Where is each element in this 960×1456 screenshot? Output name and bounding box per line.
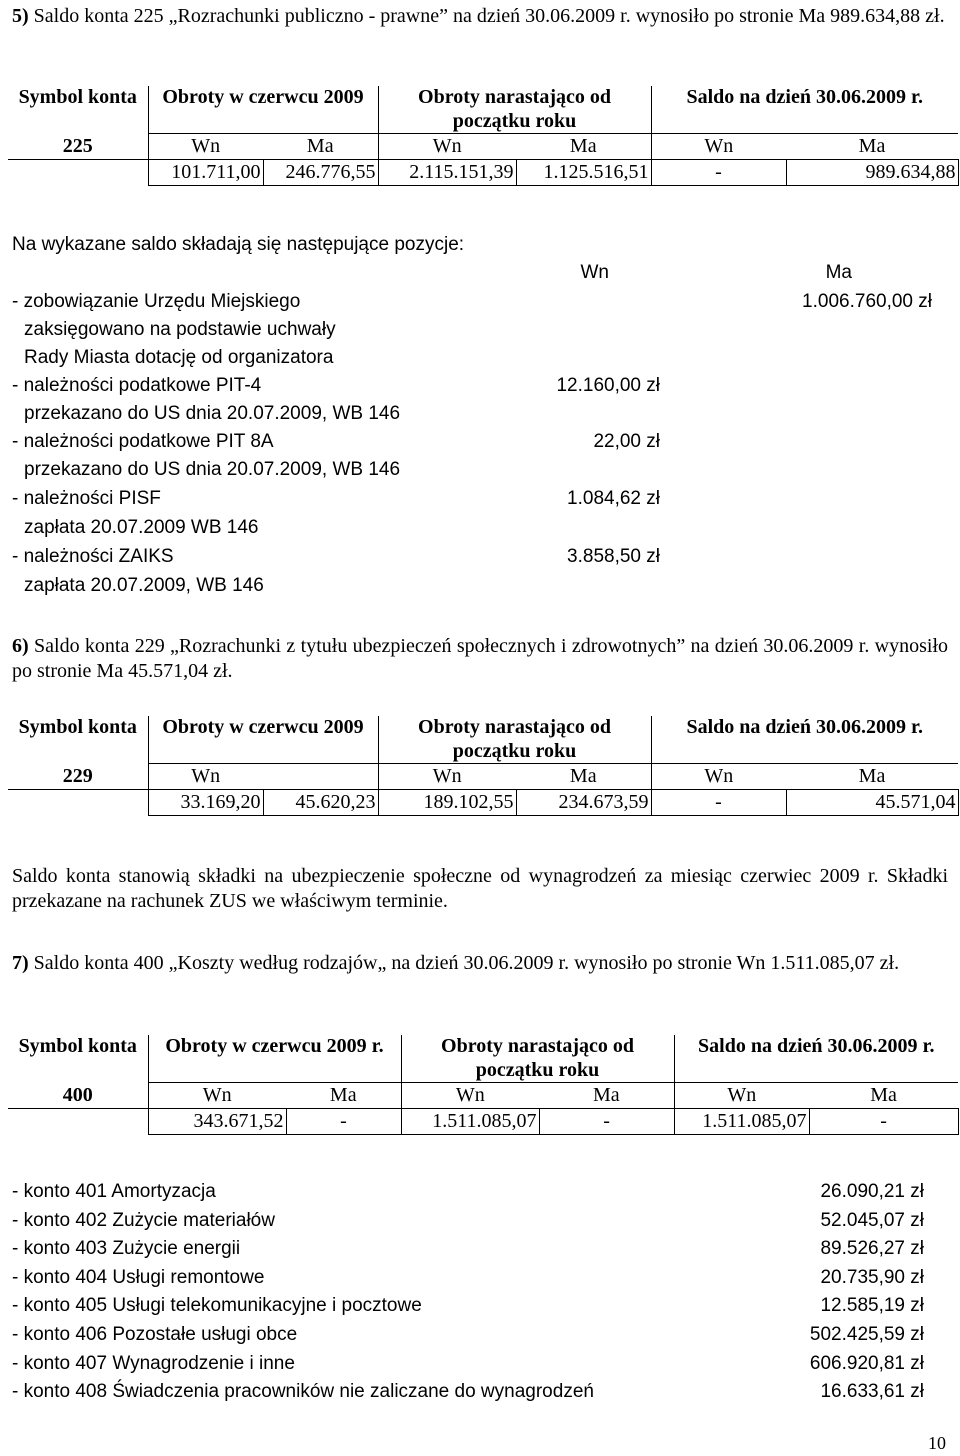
konto-amount: 52.045,07 zł [820, 1209, 924, 1231]
empty-cell [8, 1109, 148, 1135]
list-item [12, 1209, 924, 1238]
value-cell: 1.511.085,07 [674, 1109, 809, 1135]
konto-label: - konto 406 Pozostałe usługi obce [12, 1323, 298, 1345]
value-cell: 246.776,55 [263, 160, 378, 186]
table-229 [8, 716, 959, 816]
section-6-paragraph [12, 634, 948, 684]
list-item [12, 430, 952, 460]
list-item [12, 1323, 924, 1352]
side-label: Ma [539, 1083, 674, 1109]
breakdown-header-row [12, 261, 952, 291]
breakdown-intro: Na wykazane saldo składają się następujące pozycje: [12, 234, 465, 255]
value-cell: - [809, 1109, 958, 1135]
item-wn: 3.858,50 zł [567, 546, 660, 567]
side-label: Wn [148, 1083, 286, 1109]
side-label: Wn [148, 134, 263, 160]
cost-accounts-list [12, 1180, 924, 1409]
side-label: Wn [651, 764, 786, 790]
side-label: Wn [651, 134, 786, 160]
item-note: zapłata 20.07.2009 WB 146 [24, 517, 259, 538]
header-saldo: Saldo na dzień 30.06.2009 r. [674, 1035, 958, 1083]
breakdown-intro-row [12, 233, 952, 263]
side-label: Ma [809, 1083, 958, 1109]
item-label: - należności podatkowe PIT-4 [12, 375, 262, 396]
list-item-note [12, 458, 952, 488]
list-item [12, 290, 952, 320]
header-narast: Obroty narastająco od początku roku [401, 1035, 674, 1083]
value-cell: 45.571,04 [786, 790, 958, 816]
item-wn: 1.084,62 zł [567, 488, 660, 509]
item-note: zapłata 20.07.2009, WB 146 [24, 575, 264, 596]
list-item-note [12, 318, 952, 348]
table-400 [8, 1035, 959, 1135]
side-label: Wn [378, 134, 516, 160]
value-cell: 989.634,88 [786, 160, 958, 186]
side-label: Wn [401, 1083, 539, 1109]
list-item-note [12, 516, 952, 546]
item-note: Rady Miasta dotację od organizatora [24, 347, 334, 368]
list-item-note [12, 346, 952, 376]
table-225 [8, 86, 959, 186]
konto-amount: 606.920,81 zł [809, 1352, 924, 1374]
section-5-text: Saldo konta 225 „Rozrachunki publiczno - prawne” na dzień 30.06.2009 r. wynosiło po stronie Ma 989.634,88 zł. [33, 5, 945, 27]
section-5-number: 5) [12, 5, 29, 27]
item-wn: 12.160,00 zł [556, 375, 660, 396]
value-cell: - [539, 1109, 674, 1135]
header-symbol: Symbol konta [18, 86, 137, 108]
konto-amount: 20.735,90 zł [820, 1266, 924, 1288]
list-item-note [12, 574, 952, 604]
account-number: 400 [62, 1083, 93, 1106]
konto-amount: 502.425,59 zł [809, 1323, 924, 1345]
side-label: Ma [516, 764, 651, 790]
value-cell: 33.169,20 [148, 790, 263, 816]
header-saldo: Saldo na dzień 30.06.2009 r. [651, 716, 958, 764]
breakdown-col-ma: Ma [825, 262, 852, 283]
empty-cell [8, 790, 148, 816]
value-cell: - [286, 1109, 401, 1135]
list-item [12, 1294, 924, 1323]
section-5-paragraph [12, 4, 948, 29]
item-ma: 1.006.760,00 zł [802, 291, 932, 312]
konto-label: - konto 401 Amortyzacja [12, 1181, 216, 1202]
item-label: - należności PISF [12, 488, 161, 509]
side-label: Ma [263, 134, 378, 160]
list-item [12, 545, 952, 575]
value-cell: 45.620,23 [263, 790, 378, 816]
header-obroty: Obroty w czerwcu 2009 r. [148, 1035, 401, 1083]
side-label: Wn [378, 764, 516, 790]
header-obroty: Obroty w czerwcu 2009 [148, 716, 378, 764]
value-cell: - [651, 790, 786, 816]
konto-label: - konto 408 Świadczenia pracowników nie zaliczane do wynagrodzeń [12, 1381, 594, 1403]
header-obroty: Obroty w czerwcu 2009 [148, 86, 378, 134]
value-cell: 189.102,55 [378, 790, 516, 816]
account-number: 229 [62, 764, 93, 787]
page-number: 10 [928, 1433, 946, 1453]
value-cell: 1.511.085,07 [401, 1109, 539, 1135]
konto-amount: 16.633,61 zł [820, 1381, 924, 1403]
item-note: przekazano do US dnia 20.07.2009, WB 146 [24, 403, 401, 424]
konto-label: - konto 405 Usługi telekomunikacyjne i pocztowe [12, 1295, 422, 1317]
side-label: Ma [786, 764, 958, 790]
header-narast: Obroty narastająco od początku roku [378, 716, 651, 764]
item-note: zaksięgowano na podstawie uchwały [24, 319, 336, 340]
side-label [263, 764, 378, 790]
item-wn: 22,00 zł [593, 431, 660, 452]
list-item [12, 487, 952, 517]
account-number: 225 [62, 134, 93, 157]
section-6-number: 6) [12, 635, 29, 657]
konto-label: - konto 403 Zużycie energii [12, 1238, 241, 1260]
value-cell: 1.125.516,51 [516, 160, 651, 186]
side-label: Ma [286, 1083, 401, 1109]
section-7-number: 7) [12, 952, 29, 974]
item-label: - należności ZAIKS [12, 546, 174, 567]
list-item [12, 1352, 924, 1381]
konto-label: - konto 402 Zużycie materiałów [12, 1209, 275, 1231]
side-label: Wn [674, 1083, 809, 1109]
konto-label: - konto 407 Wynagrodzenie i inne [12, 1352, 295, 1374]
header-narast: Obroty narastająco od początku roku [378, 86, 651, 134]
note-6-paragraph: Saldo konta stanowią składki na ubezpieczenie społeczne od wynagrodzeń za miesiąc czerwiec 2009 r. Składki przekazane na rachunek ZUS we właściwym terminie. [12, 865, 948, 912]
konto-amount: 89.526,27 zł [820, 1238, 924, 1260]
konto-label: - konto 404 Usługi remontowe [12, 1266, 265, 1288]
konto-amount: 12.585,19 zł [820, 1295, 924, 1317]
section-7-text: Saldo konta 400 „Koszty według rodzajów„ na dzień 30.06.2009 r. wynosiło po stronie Wn 1.511.085,07 zł. [33, 952, 900, 974]
header-symbol: Symbol konta [18, 1035, 137, 1057]
side-label: Ma [516, 134, 651, 160]
header-symbol: Symbol konta [18, 716, 137, 738]
list-item-note [12, 402, 952, 432]
side-label: Wn [148, 764, 263, 790]
list-item [12, 1266, 924, 1295]
list-item [12, 1180, 924, 1209]
side-label: Ma [786, 134, 958, 160]
list-item [12, 1237, 924, 1266]
item-label: - zobowiązanie Urzędu Miejskiego [12, 291, 301, 312]
value-cell: 234.673,59 [516, 790, 651, 816]
list-item [12, 374, 952, 404]
item-label: - należności podatkowe PIT 8A [12, 431, 274, 452]
value-cell: 343.671,52 [148, 1109, 286, 1135]
section-6-text: Saldo konta 229 „Rozrachunki z tytułu ubezpieczeń społecznych i zdrowotnych” na dzień 30.06.2009 r. wynosiło po stronie Ma 45.571,04 zł. [12, 635, 948, 682]
value-cell: 2.115.151,39 [378, 160, 516, 186]
konto-amount: 26.090,21 zł [820, 1181, 924, 1202]
value-cell: - [651, 160, 786, 186]
item-note: przekazano do US dnia 20.07.2009, WB 146 [24, 459, 401, 480]
list-item [12, 1380, 924, 1409]
breakdown-col-wn: Wn [580, 262, 609, 283]
section-7-paragraph [12, 951, 948, 976]
header-saldo: Saldo na dzień 30.06.2009 r. [651, 86, 958, 134]
value-cell: 101.711,00 [148, 160, 263, 186]
empty-cell [8, 160, 148, 186]
